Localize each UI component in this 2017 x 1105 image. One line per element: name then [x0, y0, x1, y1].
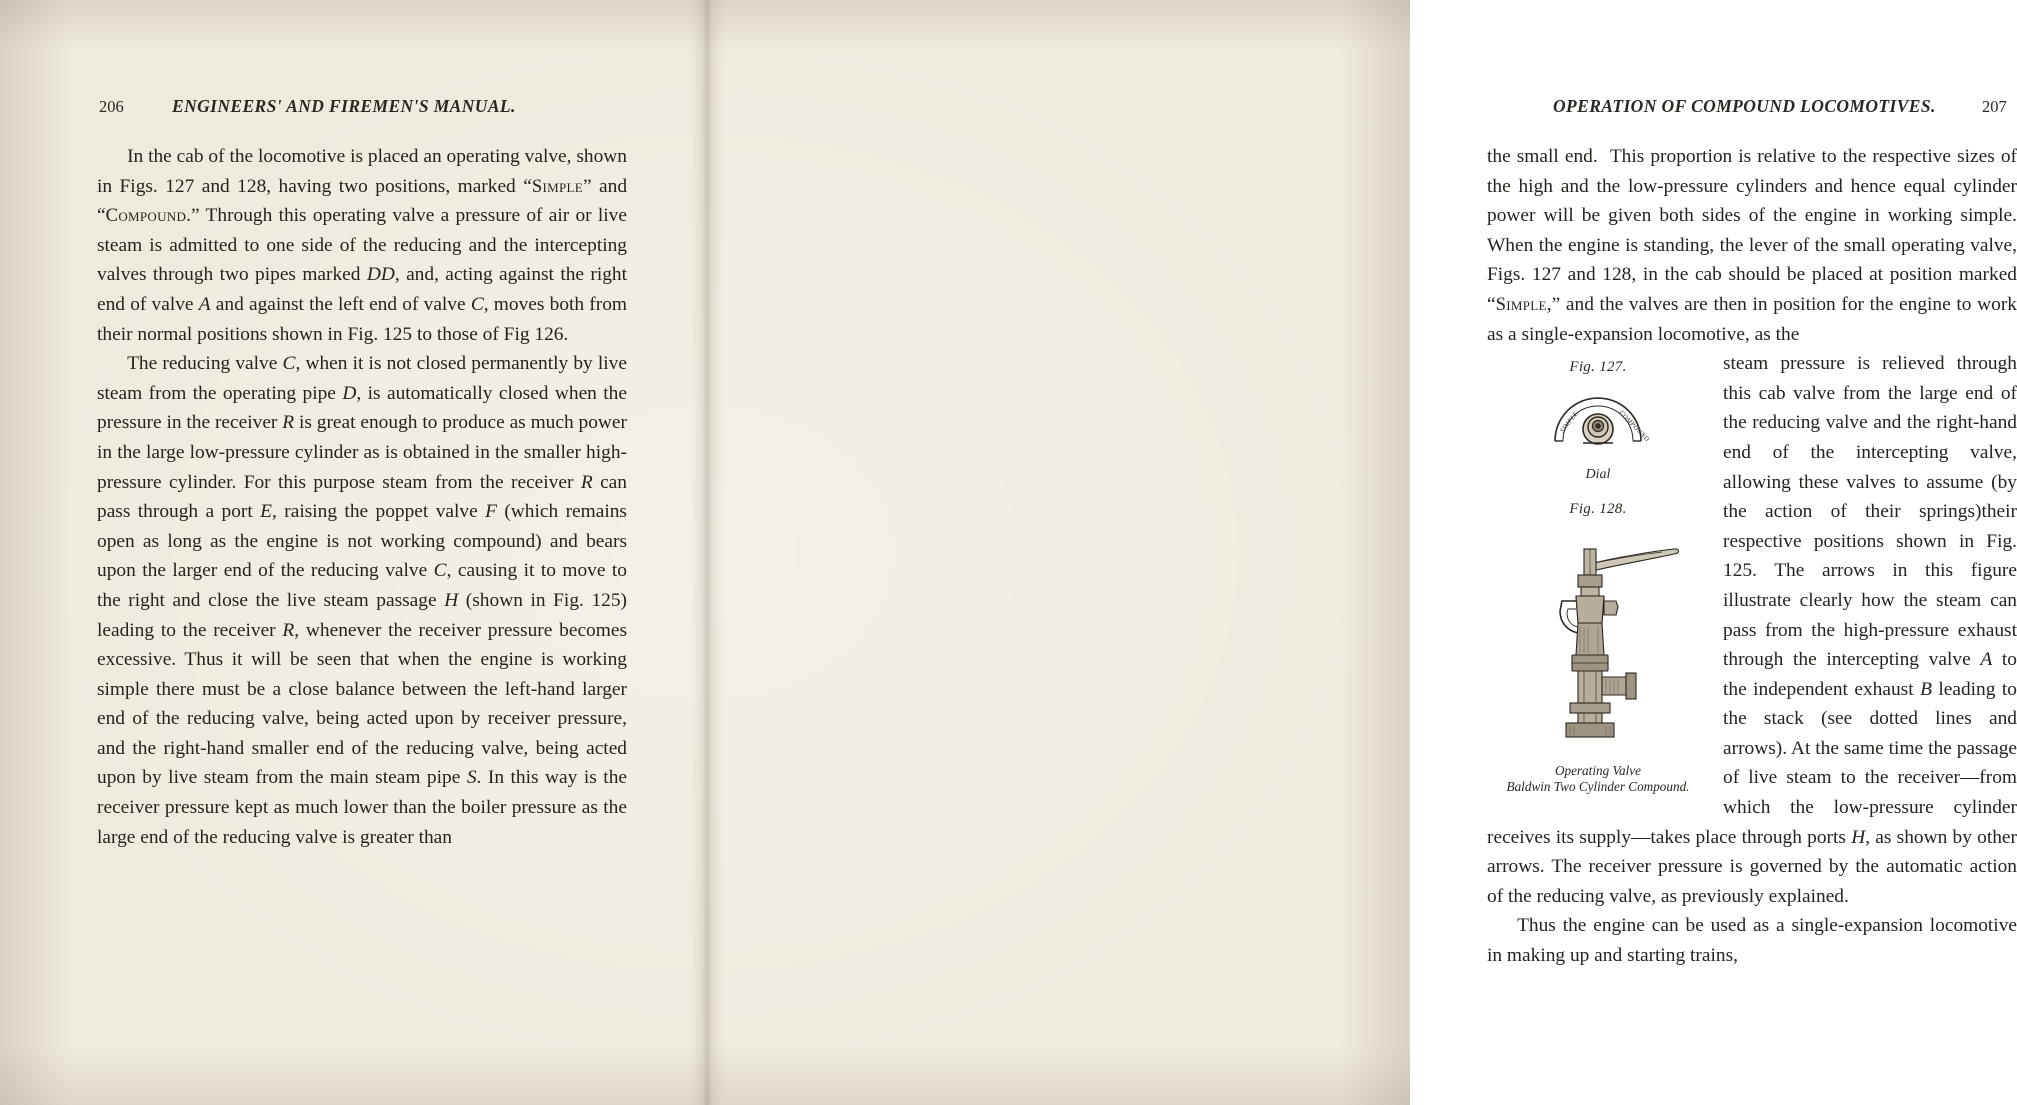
- figure-group: [1487, 353, 1709, 795]
- term-simple: Simple: [1495, 293, 1547, 315]
- term-simple: Simple: [531, 175, 583, 197]
- operating-valve-diagram-icon: [1498, 527, 1698, 759]
- paragraph: Thus the engine can be used as a single-expansion locomotive in making up and starting trains,: [1487, 915, 2017, 967]
- dial-text-compound: COMPOUND: [1617, 409, 1651, 443]
- figure-caption-line-2: Baldwin Two Cylinder Compound.: [1506, 778, 1690, 794]
- folio-right: 207: [1982, 97, 2007, 116]
- running-head-right: OPERATION OF COMPOUND LOCOMOTIVES.: [1553, 96, 1936, 116]
- term-compound: Compound: [105, 205, 187, 227]
- dial-text-simple: SIMPLE: [1559, 410, 1580, 434]
- dial-caption: Dial: [1585, 466, 1611, 482]
- text-column-right: [1487, 142, 2017, 971]
- figure-128-label: Fig. 128.: [1569, 501, 1627, 518]
- figure-127-label: Fig. 127.: [1569, 359, 1627, 376]
- folio-left: 206: [99, 97, 124, 116]
- figure-caption-line-1: Operating Valve: [1554, 762, 1642, 778]
- page-left: [0, 0, 705, 1105]
- figure-128-caption: [1487, 763, 1709, 795]
- paragraph: In the cab of the locomotive is placed an operating valve, shown in Figs. 127 and 128, having two positions, marked “Simple” and “Compound.” Through this operating valve a pressure of air or live steam is admitted to one side of the reducing and the intercepting valves through two pipes marked DD, and, acting against the right end of valve A and against the left end of valve C, moves both from their normal positions shown in Fig. 125 to those of Fig 126.: [97, 146, 628, 345]
- text-column-left: [97, 142, 627, 852]
- page-right: [705, 0, 2017, 1105]
- running-head-left: ENGINEERS' AND FIREMEN'S MANUAL.: [172, 96, 516, 116]
- paragraph: steam pressure is relieved through this cab valve from the large end of the reducing valve and the right-hand end of the intercepting valve, allowing these valves to assume (by the action of their springs)their respective positions shown in Fig. 125. The arrows in this figure illustrate clearly how the steam can pass from the high-pressure exhaust through the intercepting valve A to the independent exhaust B leading to the stack (see dotted lines and arrows). At the same time the passage of live steam to the receiver—from which the low-pressure cylinder receives its supply—takes place through ports H, as shown by other arrows. The receiver pressure is governed by the automatic action of the reducing valve, as previously explained.: [1487, 353, 2017, 907]
- dial-diagram-icon: [1523, 385, 1673, 457]
- paragraph: the small end. This proportion is relative to the respective sizes of the high and the low-pressure cylinders and hence equal cylinder power will be given both sides of the engine in working simple. When the engine is standing, the lever of the small operating valve, Figs. 127 and 128, in the cab should be placed at position marked “Simple,” and the valves are then in position for the engine to work as a single-expansion locomotive, as the: [1487, 146, 2017, 345]
- paragraph: The reducing valve C, when it is not closed permanently by live steam from the operating pipe D, is automatically closed when the pressure in the receiver R is great enough to produce as much power in the large low-pressure cylinder as is obtained in the smaller high-pressure cylinder. For this purpose steam from the receiver R can pass through a port E, raising the poppet valve F (which remains open as long as the engine is not working compound) and bears upon the larger end of the reducing valve C, causing it to move to the right and close the live steam passage H (shown in Fig. 125) leading to the receiver R, whenever the receiver pressure becomes excessive. Thus it will be seen that when the engine is working simple there must be a close balance between the left-hand larger end of the reducing valve, being acted upon by receiver pressure, and the right-hand smaller end of the reducing valve, being acted upon by live steam from the main steam pipe S. In this way is the receiver pressure kept as much lower than the boiler pressure as the large end of the reducing valve is greater than: [97, 353, 628, 848]
